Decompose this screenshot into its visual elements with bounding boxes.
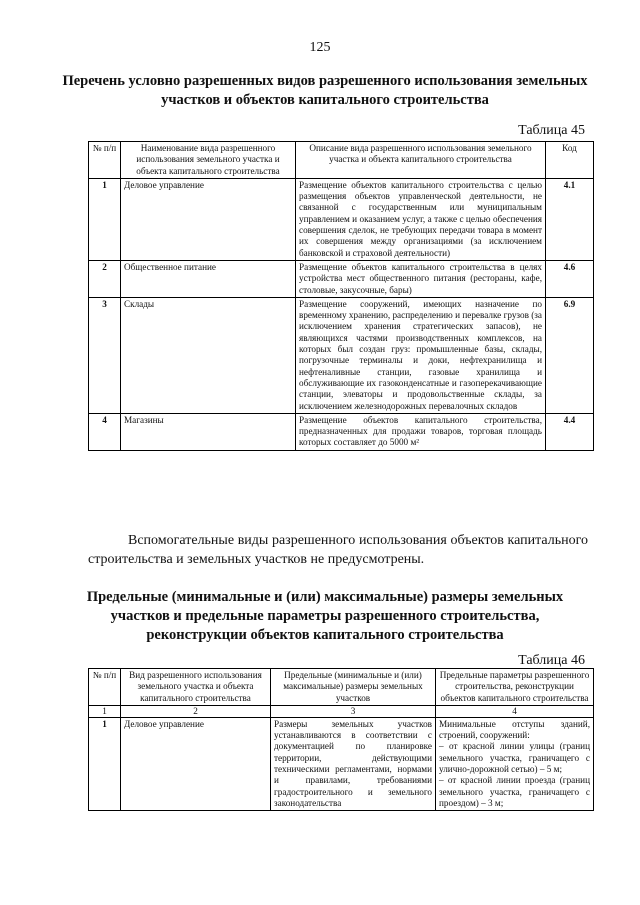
table-row [89, 413, 594, 450]
row-num: 2 [89, 260, 121, 297]
table-row [89, 178, 594, 260]
row-code: 4.4 [546, 413, 594, 450]
header-num: № п/п [89, 142, 121, 179]
row-sizes: Размеры земельных участков устанавливаются в соответствии с документацией по планировке территории, действующими техническими регламентами, нормами и правилами, требованиями градостроительного и земельного законодательства [271, 717, 436, 810]
col-number: 1 [89, 705, 121, 717]
table-46 [88, 668, 594, 811]
title-limit-parameters: Предельные (минимальные и (или) максимальные) размеры земельных участков и предельные параметры разрешенного строительства, реконструкции объектов капитального строительства [86, 589, 564, 643]
title-conditional-uses: Перечень условно разрешенных видов разрешенного использования земельных участков и объектов капитального строительства [62, 73, 588, 108]
header-num: № п/п [89, 669, 121, 706]
table-header-row [89, 669, 594, 706]
row-description: Размещение объектов капитального строительства с целью размещения объектов управленческой деятельности, не связанной с государственным или муниципальным управлением и оказанием услуг, а также с целью обеспечения совершения сделок, не требующих передачи товара в момент их совершения между организациями (за исключением банковской и страховой деятельности) [296, 178, 546, 260]
row-description: Размещение сооружений, имеющих назначение по временному хранению, распределению и перевалке грузов (за исключением хранения стратегических запасов), не являющихся частями производственных комплексов, на которых был создан груз: промышленные базы, склады, погрузочные терминалы и доки, нефтехранилища и нефтеналивные станции, газовые хранилища и обслуживающие их газоконденсатные и газоперекачивающие станции, элеваторы и продовольственные склады, за исключением железнодорожных перевалочных складов [296, 297, 546, 413]
row-num: 3 [89, 297, 121, 413]
header-parameters: Предельные параметры разрешенного строительства, реконструкции объектов капитального строительства [436, 669, 594, 706]
page-number: 125 [309, 40, 331, 55]
col-number: 4 [436, 705, 594, 717]
row-code: 6.9 [546, 297, 594, 413]
row-code: 4.1 [546, 178, 594, 260]
row-name: Склады [121, 297, 296, 413]
row-description: Размещение объектов капитального строительства в целях устройства мест общественного питания (рестораны, кафе, столовые, закусочные, бары) [296, 260, 546, 297]
row-name: Деловое управление [121, 178, 296, 260]
table-45 [88, 141, 594, 451]
header-description: Описание вида разрешенного использования земельного участка и объекта капитального строительства [296, 142, 546, 179]
header-sizes: Предельные (минимальные и (или) максимальные) размеры земельных участков [271, 669, 436, 706]
col-number: 3 [271, 705, 436, 717]
row-code: 4.6 [546, 260, 594, 297]
row-description: Размещение объектов капитального строительства, предназначенных для продажи товаров, торговая площадь которых составляет до 5000 м² [296, 413, 546, 450]
column-number-row [89, 705, 594, 717]
header-use-type: Вид разрешенного использования земельного участка и объекта капитального строительства [121, 669, 271, 706]
table46-caption: Таблица 46 [518, 653, 585, 668]
table-header-row [89, 142, 594, 179]
row-name: Магазины [121, 413, 296, 450]
auxiliary-uses-paragraph: Вспомогательные виды разрешенного использования объектов капитального строительства и земельных участков не предусмотрены. [88, 533, 588, 567]
table-row [89, 297, 594, 413]
table-row [89, 260, 594, 297]
row-name: Общественное питание [121, 260, 296, 297]
header-name: Наименование вида разрешенного использования земельного участка и объекта капитального строительства [121, 142, 296, 179]
row-num: 1 [89, 178, 121, 260]
row-num: 4 [89, 413, 121, 450]
row-num: 1 [89, 717, 121, 810]
header-code: Код [546, 142, 594, 179]
row-use-type: Деловое управление [121, 717, 271, 810]
table-row [89, 717, 594, 810]
table45-caption: Таблица 45 [518, 123, 585, 138]
row-parameters: Минимальные отступы зданий, строений, сооружений: – от красной линии улицы (границ земельного участка, граничащего с улично-дорожной сетью) – 5 м; – от красной линии проезда (границ земельного участка, граничащего с проездом) – 3 м; [436, 717, 594, 810]
col-number: 2 [121, 705, 271, 717]
